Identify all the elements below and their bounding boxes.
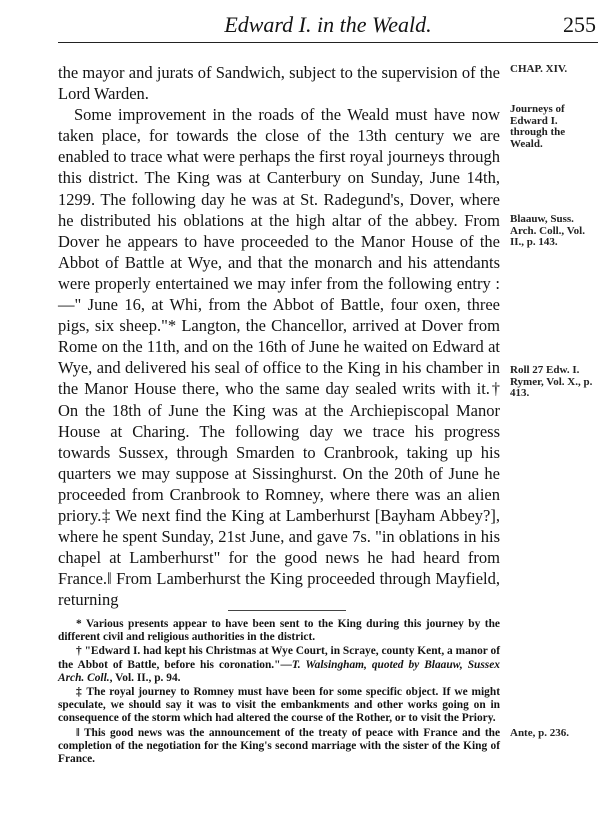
footnote-dagger-end: , Vol. II., p. 94. bbox=[109, 671, 181, 684]
paragraph-weald-journeys: Some improvement in the roads of the Weald must have now taken place, for towards the close of the 13th century we are enabled to trace what were perhaps the first royal journeys through this district. The King was at Canterbury on Sunday, June 14th, 1299. The following day he was at St. Radegund's, Dover, where he distributed his oblations at the high altar of the abbey. From Dover he appears to have proceeded to the Manor House of the Abbot of Battle at Wye, and that the monarch and his attendants were properly entertained we may infer from the following entry :—" June 16, at Whi, from the Abbot of Battle, four oxen, three pigs, six sheep."* Langton, the Chancellor, arrived at Dover from Rome on the 11th, and on the 16th of June he waited on Edward at Wye, and delivered his seal of office to the King in his chamber in the Manor House there, who the same day sealed writs with it.† On the 18th of June the King was at the Archiepiscopal Manor House at Charing. The following day we trace his progress towards Sussex, through Smarden to Cranbrook, taking up his quarters we may suppose at Sissinghurst. On the 20th of June he proceeded from Cranbrook to Romney, where there was an alien priory.‡ We next find the King at Lamberhurst [Bayham Abbey?], where he spent Sunday, 21st June, and gave 7s. "in oblations in his chapel at Lamberhurst" for the good news he had heard from France.‖ From Lamberhurst the King proceeded through Mayfield, returning bbox=[58, 105, 500, 610]
footnote-double-dagger: ‡ The royal journey to Romney must have been for some specific object. If we might speculate, we should say it was to visit the embankments and other works going on in consequence of the storm which had altered the course of the Rother, or to visit the Priory. bbox=[58, 686, 500, 725]
sidenote-journeys: Journeys of Edward I. through the Weald. bbox=[510, 103, 566, 150]
footnote-dagger-text: † "Edward I. had kept his Christmas at Wye Court, in Scraye, county Kent, a manor of the Abbot of Battle, before his coronation."— bbox=[58, 645, 500, 671]
footnote-rule bbox=[228, 610, 346, 611]
page-header bbox=[58, 8, 598, 42]
page-number: 255 bbox=[563, 12, 596, 37]
header-rule bbox=[58, 42, 598, 43]
paragraph-continuation: the mayor and jurats of Sandwich, subject to the supervision of the Lord Warden. bbox=[58, 63, 500, 104]
footnote-dagger-citation: T. Walsingham, quoted by Blaauw, Sussex Arch. Coll. bbox=[58, 658, 500, 684]
footnotes bbox=[58, 618, 500, 767]
footnote-star: * Various presents appear to have been sent to the King during this journey by the different civil and religious authorities in the district. bbox=[58, 618, 500, 644]
running-title: Edward I. in the Weald. bbox=[224, 12, 432, 37]
footnote-parallel: ‖ This good news was the announcement of the treaty of peace with France and the completion of the negotiation for the King's second marriage with the sister of the King of France. bbox=[58, 726, 500, 766]
main-text bbox=[58, 62, 500, 610]
footnote-dagger bbox=[58, 645, 500, 685]
sidenote-roll: Roll 27 Edw. I. Rymer, Vol. X., p. 413. bbox=[510, 364, 593, 399]
sidenote-ante: Ante, p. 236. bbox=[510, 727, 569, 739]
sidenote-blaauw: Blaauw, Suss. Arch. Coll., Vol. II., p. 143. bbox=[510, 213, 585, 248]
sidenote-chapter: CHAP. XIV. bbox=[510, 63, 568, 75]
